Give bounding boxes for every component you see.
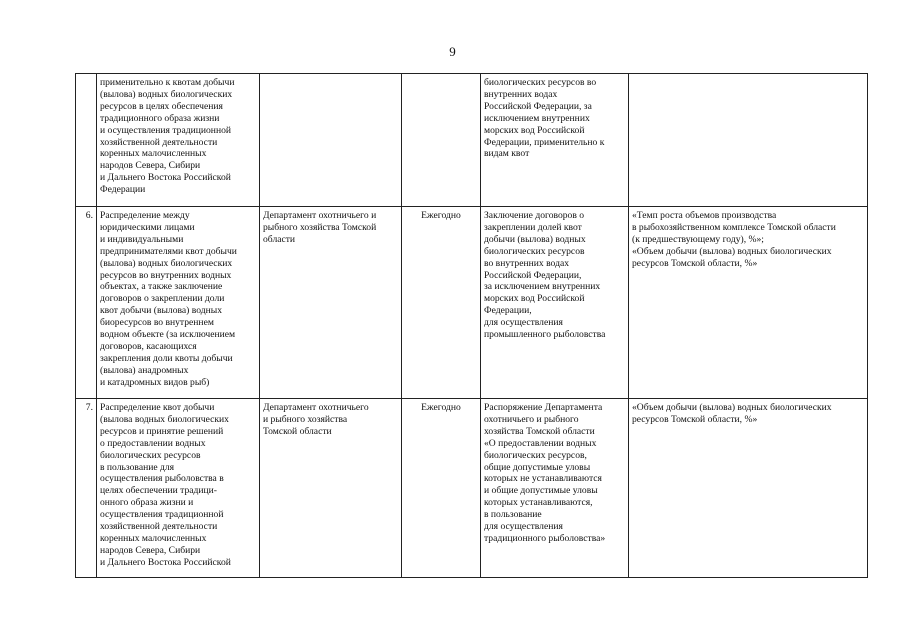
period-cell: Ежегодно: [402, 207, 481, 399]
row-number: [76, 74, 97, 207]
period-cell: Ежегодно: [402, 399, 481, 578]
page-number: 9: [449, 44, 456, 59]
measures-table: [75, 73, 868, 578]
row-number: 7.: [76, 399, 97, 578]
table-row: [76, 207, 868, 399]
period-cell: [402, 74, 481, 207]
executor-cell: [260, 74, 402, 207]
executor-cell: Департамент охотничьего и рыбного хозяйства Томской области: [260, 207, 402, 399]
indicator-cell: «Объем добычи (вылова) водных биологических ресурсов Томской области, %»: [629, 399, 868, 578]
result-cell: Распоряжение Департамента охотничьего и рыбного хозяйства Томской области «О предоставлении водных биологических ресурсов, общие допустимые уловы которых не устанавливаются и общие допустимые уловы которых устанавливаются, в пользование для осуществления традиционного рыболовства»: [481, 399, 629, 578]
result-cell: биологических ресурсов во внутренних водах Российской Федерации, за исключением внутренних морских вод Российской Федерации, применительно к видам квот: [481, 74, 629, 207]
measure-cell: Распределение квот добычи (вылова водных биологических ресурсов и принятие решений о предоставлении водных биологических ресурсов в пользование для осуществления рыболовства в целях обеспечении традици- онного образа жизни и осуществления традиционной хозяйственной деятельности коренных малочисленных народов Севера, Сибири и Дальнего Востока Российской: [97, 399, 260, 578]
measure-cell: Распределение между юридическими лицами и индивидуальными предпринимателями квот добычи (вылова) водных биологических ресурсов во внутренних водных объектах, а также заключение договоров о закреплении доли квот добычи (вылова) водных биоресурсов во внутреннем водном объекте (за исключением договоров, касающихся закрепления доли квоты добычи (вылова) анадромных и катадромных видов рыб): [97, 207, 260, 399]
table-row: [76, 399, 868, 578]
row-number: 6.: [76, 207, 97, 399]
indicator-cell: [629, 74, 868, 207]
executor-cell: Департамент охотничьего и рыбного хозяйства Томской области: [260, 399, 402, 578]
indicator-cell: «Темп роста объемов производства в рыбохозяйственном комплексе Томской области (к предшествующему году), %»; «Объем добычи (вылова) водных биологических ресурсов Томской области, %»: [629, 207, 868, 399]
table-row: [76, 74, 868, 207]
result-cell: Заключение договоров о закреплении долей квот добычи (вылова) водных биологических ресурсов во внутренних водах Российской Федерации, за исключением внутренних морских вод Российской Федерации, для осуществления промышленного рыболовства: [481, 207, 629, 399]
measure-cell: применительно к квотам добычи (вылова) водных биологических ресурсов в целях обеспечения традиционного образа жизни и осуществления традиционной хозяйственной деятельности коренных малочисленных народов Севера, Сибири и Дальнего Востока Российской Федерации: [97, 74, 260, 207]
